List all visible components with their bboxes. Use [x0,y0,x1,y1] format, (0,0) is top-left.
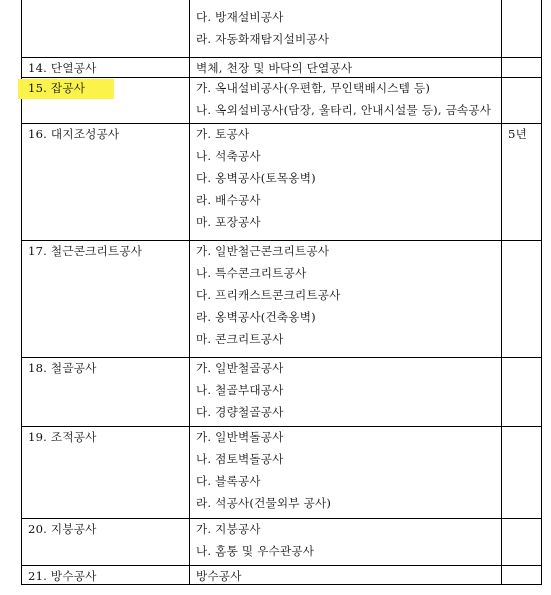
item-text: 가. 일반철골공사 [196,361,284,375]
item-text: 라. 자동화재탐지설비공사 [196,32,330,46]
item-text: 벽체, 천장 및 바닥의 단열공사 [196,61,353,75]
item-text: 가. 일반벽돌공사 [196,430,284,444]
item-text: 나. 점토벽돌공사 [196,452,284,466]
item-text: 나. 옥외설비공사(담장, 울타리, 안내시설물 등), 금속공사 [196,103,492,117]
item-text: 라. 석공사(건물외부 공사) [196,496,332,510]
row-rule [21,240,542,241]
category-label: 14. 단열공사 [28,61,97,75]
category-label: 21. 방수공사 [28,569,97,583]
item-text: 다. 블록공사 [196,474,261,488]
period-label: 5년 [508,127,527,141]
item-text: 라. 옹벽공사(건축옹벽) [196,310,316,324]
item-text: 마. 포장공사 [196,215,261,229]
item-text: 나. 철골부대공사 [196,383,284,397]
row-rule [21,77,542,78]
item-text: 다. 옹벽공사(토목옹벽) [196,171,316,185]
row-rule [21,57,542,58]
category-label: 17. 철근콘크리트공사 [28,244,143,258]
category-label: 19. 조적공사 [28,430,97,444]
item-text: 나. 홈통 및 우수관공사 [196,544,315,558]
category-label: 16. 대지조성공사 [28,127,120,141]
row-rule [21,426,542,427]
category-label: 15. 잡공사 [28,81,86,95]
category-label: 18. 철골공사 [28,361,97,375]
row-rule [21,357,542,358]
item-text: 가. 토공사 [196,127,250,141]
column-rule [541,0,542,584]
row-rule [21,584,542,585]
category-label: 20. 지붕공사 [28,522,97,536]
item-text: 마. 콘크리트공사 [196,332,284,346]
item-text: 가. 일반철근콘크리트공사 [196,244,330,258]
item-text: 다. 프리캐스트콘크리트공사 [196,288,341,302]
item-text: 나. 특수콘크리트공사 [196,266,307,280]
item-text: 나. 석축공사 [196,149,261,163]
row-rule [21,123,542,124]
item-text: 가. 옥내설비공사(우편함, 무인택배시스템 등) [196,81,431,95]
row-rule [21,518,542,519]
row-rule [21,565,542,566]
column-rule [189,0,190,584]
item-text: 가. 지붕공사 [196,522,261,536]
item-text: 다. 경량철골공사 [196,405,284,419]
item-text: 다. 방재설비공사 [196,10,284,24]
column-rule [501,0,502,584]
item-text: 방수공사 [196,569,242,583]
item-text: 라. 배수공사 [196,193,261,207]
